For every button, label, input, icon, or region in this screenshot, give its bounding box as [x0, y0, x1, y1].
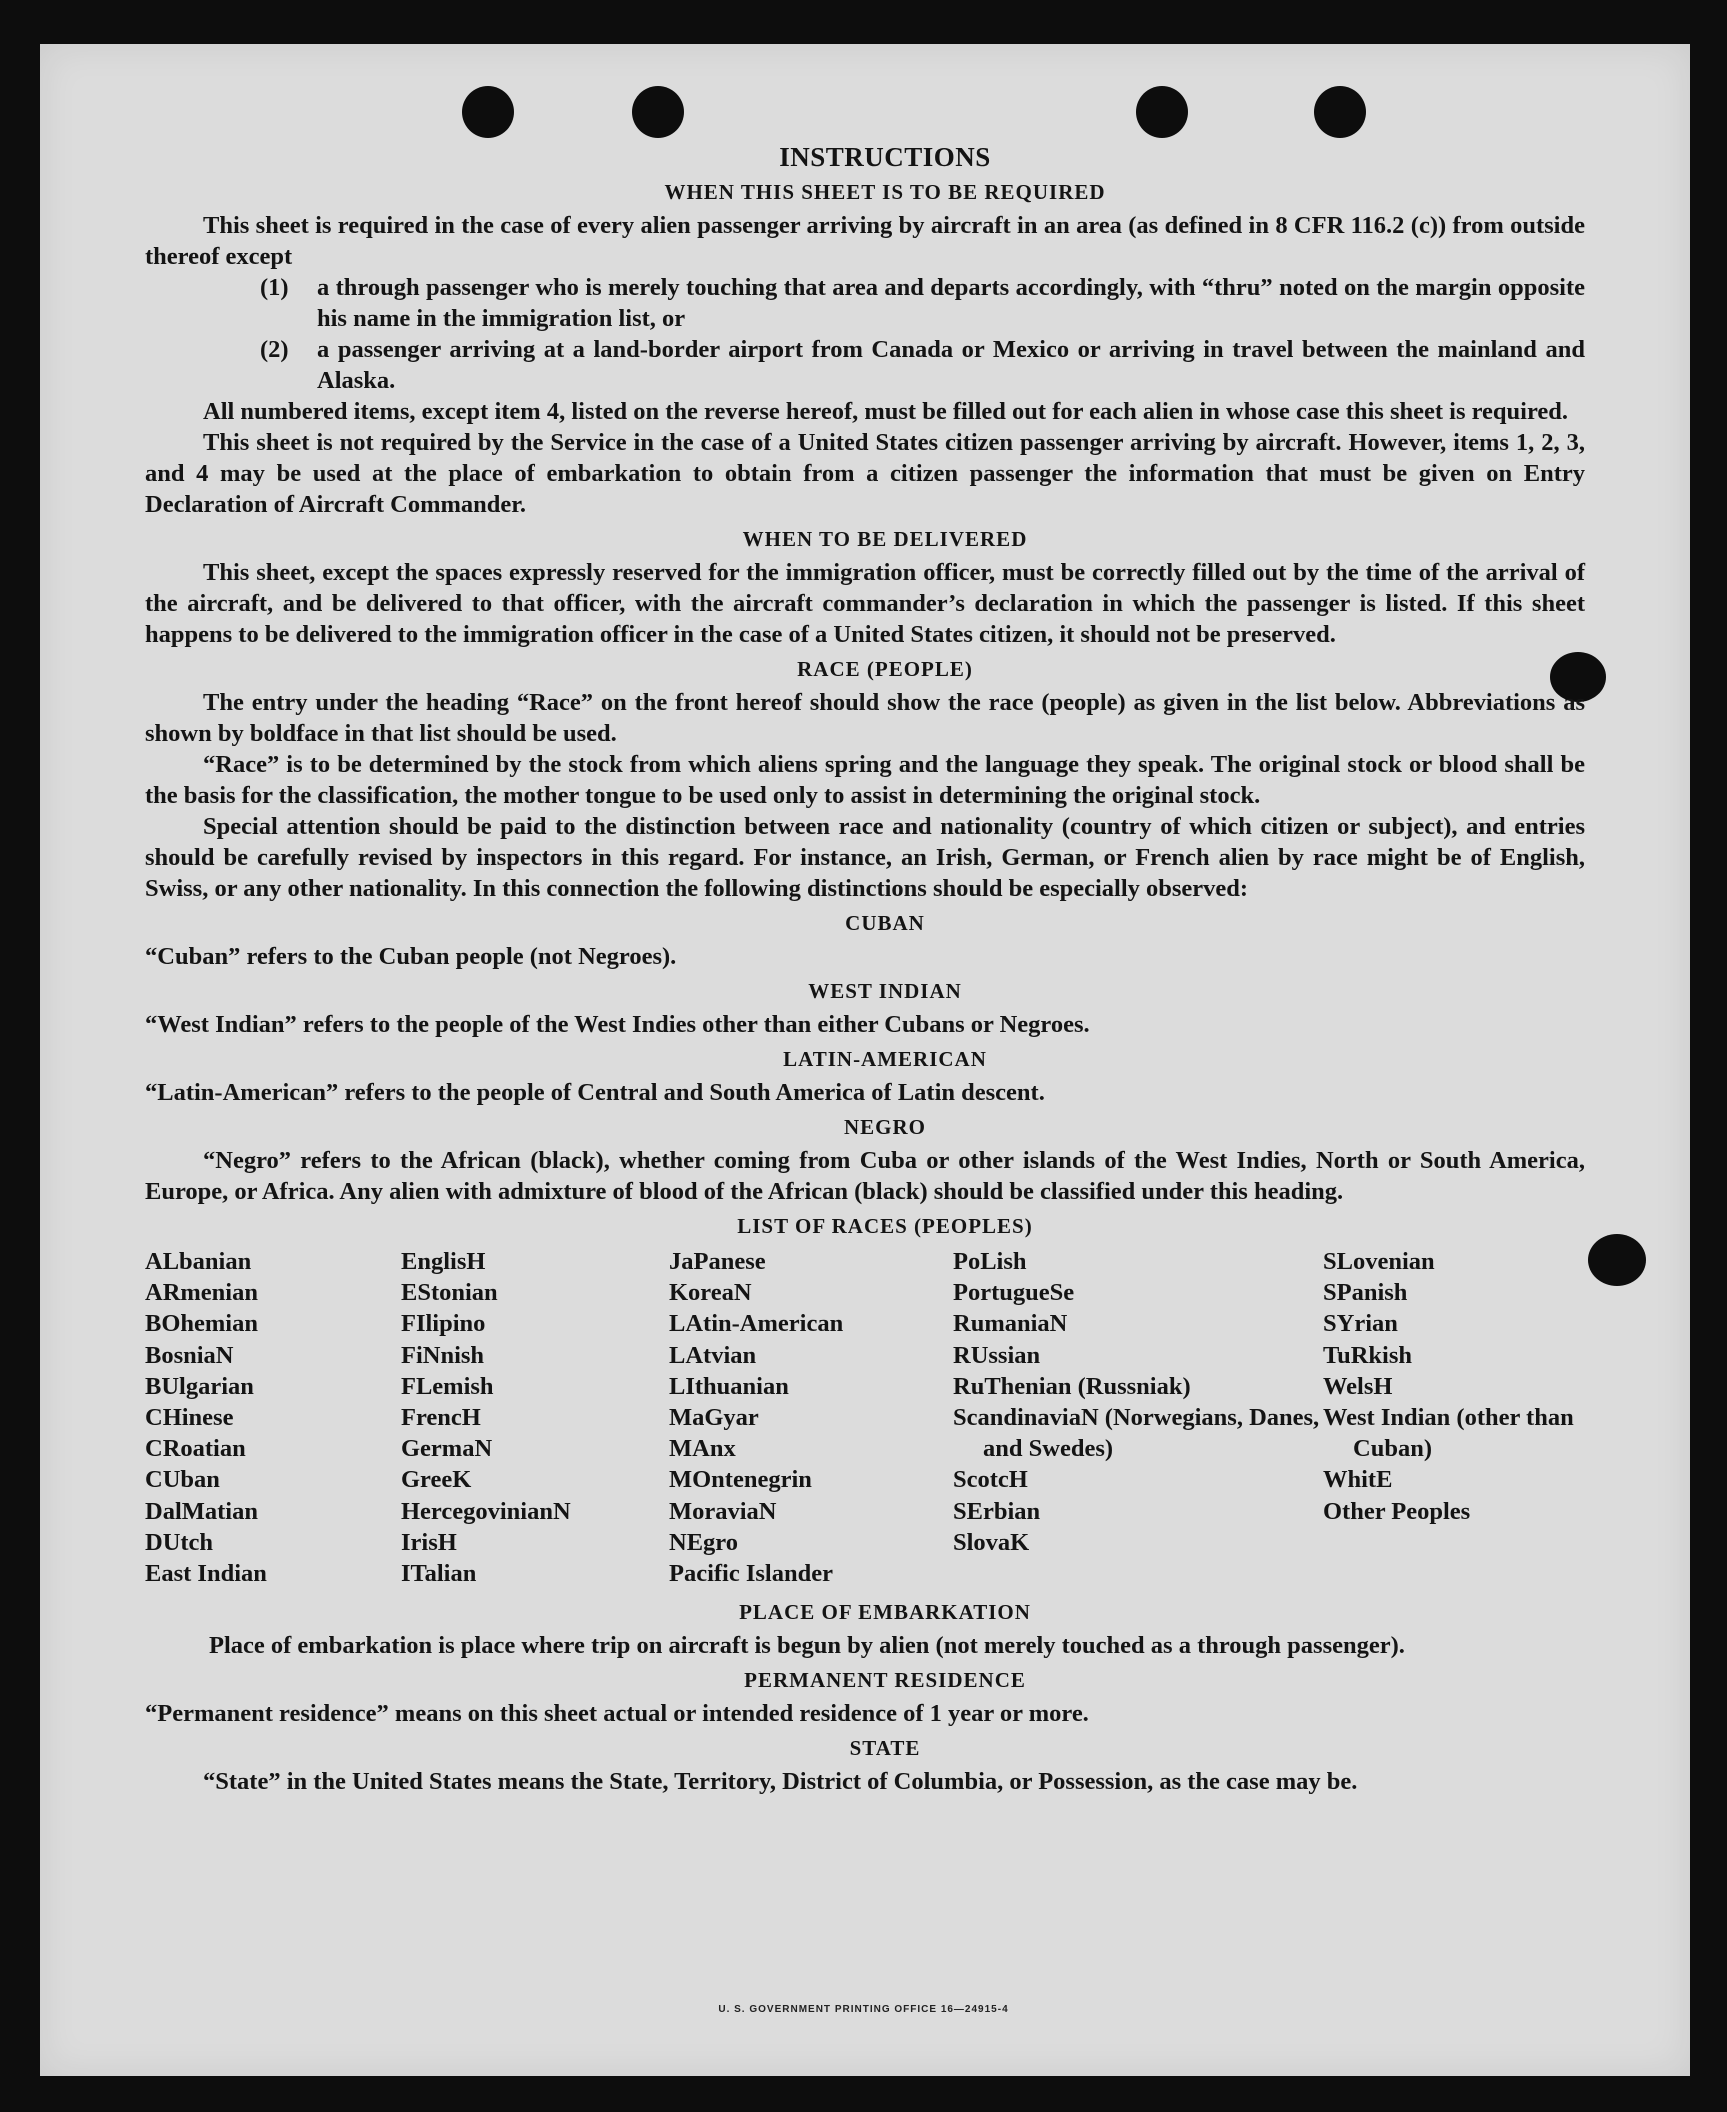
race-entry: WhitE [1323, 1466, 1393, 1494]
when-required-para3: This sheet is not required by the Service in the case of a United States citizen passenger arriving by aircraft. However, items 1, 2, 3, and 4 may be used at the place of embarkation to obtain from a citizen passenger the information that must be given on Entry Declaration of Aircraft Commander. [145, 429, 1585, 518]
race-entry: Pacific Islander [669, 1560, 833, 1588]
race-entry: FLemish [401, 1372, 494, 1400]
race-entry: NEgro [669, 1528, 738, 1556]
race-entry: EStonian [401, 1279, 498, 1307]
embarkation-text: Place of embarkation is place where trip on aircraft is begun by alien (not merely touched as a through passenger). [209, 1632, 1405, 1660]
page-title: INSTRUCTIONS [779, 142, 991, 172]
race-column [669, 1246, 953, 1589]
west-indian-text: “West Indian” refers to the people of the West Indies other than either Cubans or Negroes. [145, 1011, 1090, 1038]
race-entry: MaGyar [669, 1404, 759, 1432]
race-column [401, 1246, 669, 1589]
section-heading-list-of-races: LIST OF RACES (PEOPLES) [737, 1214, 1033, 1238]
race-entry: PortugueSe [953, 1279, 1075, 1307]
race-entry: KoreaN [669, 1279, 752, 1307]
race-entry: MOntenegrin [669, 1466, 812, 1494]
negro-text: “Negro” refers to the African (black), whether coming from Cuba or other islands of the West Indies, North or South America, Europe, or Africa. Any alien with admixture of blood of the African (black) should be classified under this heading. [145, 1147, 1585, 1205]
section-heading-west-indian: WEST INDIAN [808, 979, 962, 1003]
race-column [1323, 1246, 1585, 1589]
exception-number: (2) [260, 336, 289, 363]
race-entry: ScandinaviaN (Norwegians, Danes, and Swedes) [953, 1404, 1320, 1463]
race-entry: DalMatian [145, 1497, 258, 1525]
section-heading-cuban: CUBAN [845, 911, 925, 935]
race-entry: SPanish [1323, 1279, 1408, 1307]
race-entry: LIthuanian [669, 1372, 789, 1400]
ink-blot [1588, 1234, 1646, 1286]
race-entry: LAtvian [669, 1341, 757, 1369]
race-entry: CHinese [145, 1404, 234, 1432]
race-entry: EnglisH [401, 1248, 486, 1275]
section-heading-race: RACE (PEOPLE) [797, 657, 973, 681]
race-entry: West Indian (other than Cuban) [1323, 1404, 1574, 1463]
race-entry: FIlipino [401, 1310, 486, 1338]
race-entry: WelsH [1323, 1372, 1393, 1400]
race-entry: MAnx [669, 1435, 736, 1463]
race-entry: FrencH [401, 1404, 481, 1432]
races-list [145, 1246, 1585, 1589]
race-entry: ALbanian [145, 1248, 252, 1275]
race-entry: BOhemian [145, 1310, 258, 1338]
section-heading-embarkation: PLACE OF EMBARKATION [739, 1600, 1031, 1625]
race-column [145, 1246, 401, 1589]
residence-text: “Permanent residence” means on this sheet actual or intended residence of 1 year or more. [145, 1700, 1089, 1728]
race-entry: Other Peoples [1323, 1497, 1471, 1525]
section-heading-residence: PERMANENT RESIDENCE [744, 1668, 1026, 1693]
section-heading-when-delivered: WHEN TO BE DELIVERED [742, 527, 1028, 551]
race-para1: The entry under the heading “Race” on the front hereof should show the race (people) as given in the list below. Abbreviations as shown by boldface in that list should be used. [145, 689, 1585, 747]
race-entry: GermaN [401, 1435, 493, 1463]
punch-hole [462, 86, 514, 138]
race-entry: MoraviaN [669, 1497, 777, 1525]
race-entry: RUssian [953, 1341, 1041, 1369]
race-entry: CRoatian [145, 1435, 246, 1463]
race-entry: CUban [145, 1466, 220, 1494]
race-entry: BosniaN [145, 1341, 234, 1369]
race-entry: ARmenian [145, 1279, 258, 1307]
section-heading-state: STATE [849, 1736, 921, 1761]
state-text: “State” in the United States means the State, Territory, District of Columbia, or Possession, as the case may be. [203, 1768, 1358, 1796]
race-entry: HercegovinianN [401, 1497, 571, 1525]
race-entry: GreeK [401, 1466, 472, 1494]
race-entry: DUtch [145, 1528, 214, 1556]
race-entry: East Indian [145, 1560, 267, 1588]
race-entry: ScotcH [953, 1466, 1028, 1494]
race-entry: FiNnish [401, 1341, 485, 1369]
race-entry: PoLish [953, 1248, 1027, 1275]
when-required-intro: This sheet is required in the case of every alien passenger arriving by aircraft in an area (as defined in 8 CFR 116.2 (c)) from outside thereof except [145, 212, 1585, 270]
race-entry: BUlgarian [145, 1372, 254, 1400]
when-required-para2: All numbered items, except item 4, listed on the reverse hereof, must be filled out for each alien in whose case this sheet is required. [203, 398, 1569, 425]
race-para2: “Race” is to be determined by the stock from which aliens spring and the language they speak. The original stock or blood shall be the basis for the classification, the mother tongue to be used only to assist in determining the original stock. [145, 751, 1585, 809]
race-entry: TuRkish [1323, 1341, 1413, 1369]
punch-hole [632, 86, 684, 138]
section-heading-latin-american: LATIN-AMERICAN [783, 1047, 987, 1071]
punch-hole [1314, 86, 1366, 138]
section-heading-negro: NEGRO [843, 1115, 926, 1139]
instructions-content [145, 142, 1585, 1797]
exception-number: (1) [260, 274, 289, 301]
cuban-text: “Cuban” refers to the Cuban people (not Negroes). [145, 943, 677, 970]
section-heading-when-required: WHEN THIS SHEET IS TO BE REQUIRED [664, 180, 1106, 204]
race-entry: SLovenian [1323, 1248, 1435, 1275]
race-entry: SlovaK [953, 1528, 1030, 1556]
exception-item [260, 272, 1585, 334]
exception-text: a through passenger who is merely touching that area and departs accordingly, with “thru” noted on the margin opposite his name in the immigration list, or [317, 274, 1585, 332]
race-entry: ITalian [401, 1560, 477, 1588]
race-entry: SYrian [1323, 1310, 1398, 1338]
race-column [953, 1246, 1323, 1589]
exception-item [260, 334, 1585, 396]
race-entry: SErbian [953, 1497, 1041, 1525]
exception-text: a passenger arriving at a land-border airport from Canada or Mexico or arriving in travel between the mainland and Alaska. [317, 336, 1585, 394]
race-para3: Special attention should be paid to the distinction between race and nationality (country of which citizen or subject), and entries should be carefully revised by inspectors in this regard. For instance, an Irish, German, or French alien by race might be of English, Swiss, or any other nationality. In this connection the following distinctions should be especially observed: [145, 813, 1585, 902]
race-entry: LAtin-American [669, 1310, 844, 1338]
latin-american-text: “Latin-American” refers to the people of Central and South America of Latin descent. [145, 1079, 1045, 1106]
race-entry: JaPanese [669, 1248, 766, 1275]
printing-office-footer: U. S. GOVERNMENT PRINTING OFFICE 16—24915-4 [718, 2004, 1009, 2015]
when-delivered-text: This sheet, except the spaces expressly reserved for the immigration officer, must be correctly filled out by the time of the arrival of the aircraft, and be delivered to that officer, with the aircraft commander’s declaration in which the passenger is listed. If this sheet happens to be delivered to the immigration officer in the case of a United States citizen, it should not be preserved. [145, 559, 1585, 648]
race-entry: RuThenian (Russniak) [953, 1372, 1191, 1400]
punch-hole [1136, 86, 1188, 138]
race-entry: RumaniaN [953, 1310, 1068, 1338]
race-entry: IrisH [401, 1528, 457, 1556]
